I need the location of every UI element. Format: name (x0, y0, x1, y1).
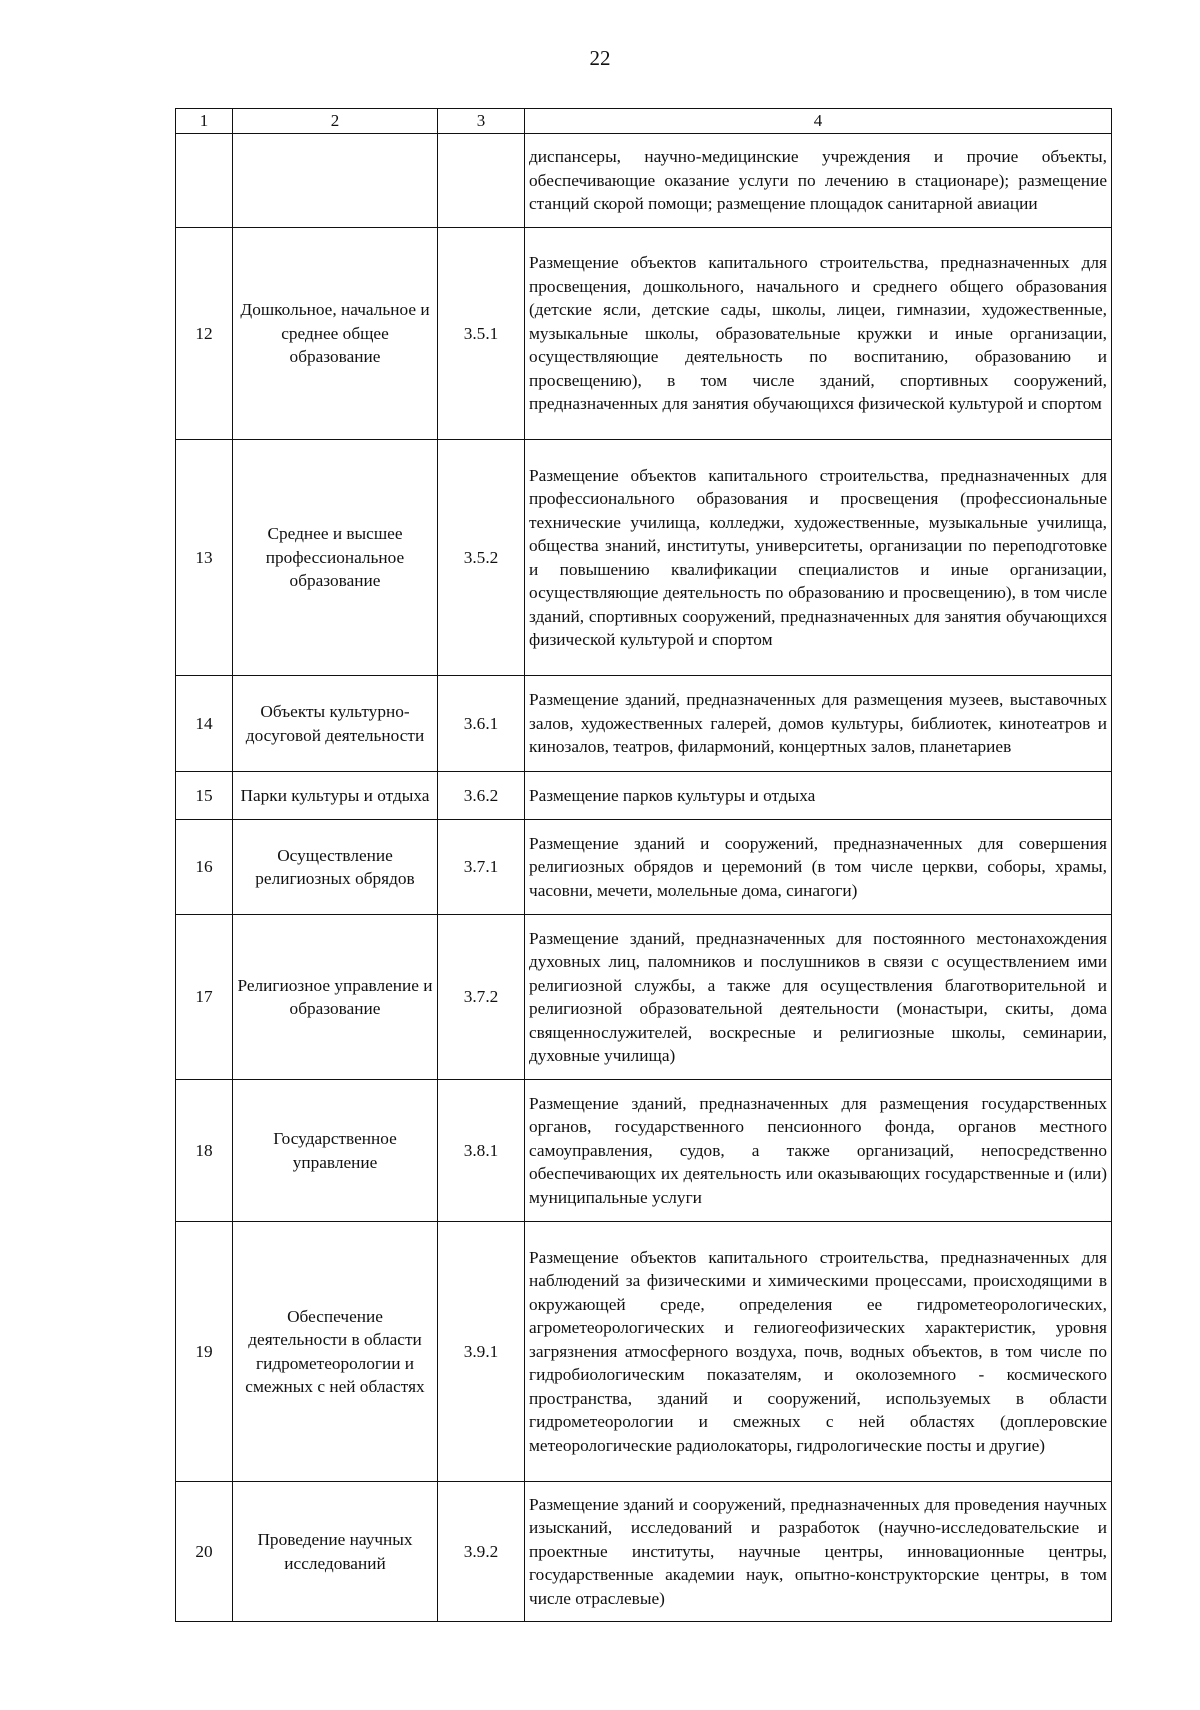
row-number: 20 (176, 1482, 233, 1622)
row-number: 19 (176, 1222, 233, 1482)
land-use-description: Размещение зданий, предназначенных для размещения музеев, выставочных залов, художественных галерей, домов культуры, библиотек, кинотеатров и кинозалов, театров, филармоний, концертных залов, планетариев (525, 676, 1112, 772)
land-use-name: Религиозное управление и образование (233, 915, 438, 1080)
table-header-row (176, 109, 1112, 134)
page-number: 22 (589, 46, 611, 70)
land-use-description: Размещение объектов капитального строительства, предназначенных для просвещения, дошкольного, начального и среднего общего образования (детские ясли, детские сады, школы, лицеи, гимназии, художественные, музыкальные школы, образовательные кружки и иные организации, осуществляющие деятельность по воспитанию, образованию и просвещению), в том числе зданий, спортивных сооружений, предназначенных для занятия обучающихся физической культурой и спортом (525, 228, 1112, 440)
land-use-name: Обеспечение деятельности в области гидрометеорологии и смежных с ней областях (233, 1222, 438, 1482)
table-row (176, 228, 1112, 440)
row-number: 17 (176, 915, 233, 1080)
land-use-code: 3.5.2 (438, 440, 525, 676)
land-use-name: Дошкольное, начальное и среднее общее образование (233, 228, 438, 440)
land-use-code: 3.6.2 (438, 772, 525, 820)
land-use-name (233, 134, 438, 228)
land-use-code: 3.9.1 (438, 1222, 525, 1482)
table-row (176, 440, 1112, 676)
land-use-description: диспансеры, научно-медицинские учреждения и прочие объекты, обеспечивающие оказание услуги по лечению в стационаре); размещение станций скорой помощи; размещение площадок санитарной авиации (525, 134, 1112, 228)
column-header-2: 2 (233, 109, 438, 134)
table-row (176, 772, 1112, 820)
row-number: 13 (176, 440, 233, 676)
column-header-1: 1 (176, 109, 233, 134)
row-number: 16 (176, 820, 233, 915)
land-use-code: 3.8.1 (438, 1080, 525, 1222)
row-number: 18 (176, 1080, 233, 1222)
land-use-name: Проведение научных исследований (233, 1482, 438, 1622)
row-number (176, 134, 233, 228)
row-number: 12 (176, 228, 233, 440)
land-use-table (175, 108, 1112, 1622)
land-use-code: 3.7.2 (438, 915, 525, 1080)
table-row (176, 1222, 1112, 1482)
land-use-description: Размещение парков культуры и отдыха (525, 772, 1112, 820)
table-row (176, 1080, 1112, 1222)
column-header-4: 4 (525, 109, 1112, 134)
row-number: 14 (176, 676, 233, 772)
land-use-code: 3.7.1 (438, 820, 525, 915)
land-use-name: Объекты культурно-досуговой деятельности (233, 676, 438, 772)
land-use-code: 3.5.1 (438, 228, 525, 440)
table-row (176, 915, 1112, 1080)
land-use-description: Размещение объектов капитального строительства, предназначенных для наблюдений за физическими и химическими процессами, происходящими в окружающей среде, определения ее гидрометеорологических, агрометеорологических и гелиогеофизических характеристик, уровня загрязнения атмосферного воздуха, почв, водных объектов, в том числе по гидробиологическим показателям, и околоземного - космического пространства, зданий и сооружений, используемых в области гидрометеорологии и смежных с ней областях (доплеровские метеорологические радиолокаторы, гидрологические посты и другие) (525, 1222, 1112, 1482)
table-row (176, 676, 1112, 772)
land-use-name: Среднее и высшее профессиональное образование (233, 440, 438, 676)
column-header-3: 3 (438, 109, 525, 134)
land-use-code: 3.9.2 (438, 1482, 525, 1622)
land-use-name: Осуществление религиозных обрядов (233, 820, 438, 915)
table-row (176, 1482, 1112, 1622)
land-use-description: Размещение зданий и сооружений, предназначенных для совершения религиозных обрядов и церемоний (в том числе церкви, соборы, храмы, часовни, мечети, молельные дома, синагоги) (525, 820, 1112, 915)
row-number: 15 (176, 772, 233, 820)
land-use-name: Парки культуры и отдыха (233, 772, 438, 820)
land-use-description: Размещение объектов капитального строительства, предназначенных для профессионального образования и просвещения (профессиональные технические училища, колледжи, художественные, музыкальные училища, общества знаний, институты, университеты, организации по переподготовке и повышению квалификации специалистов и иные организации, осуществляющие деятельность по образованию и просвещению), в том числе зданий, спортивных сооружений, предназначенных для занятия обучающихся физической культурой и спортом (525, 440, 1112, 676)
table-row (176, 134, 1112, 228)
table-row (176, 820, 1112, 915)
land-use-code: 3.6.1 (438, 676, 525, 772)
land-use-description: Размещение зданий, предназначенных для постоянного местонахождения духовных лиц, паломников и послушников в связи с осуществлением ими религиозной службы, а также для осуществления благотворительной и религиозной образовательной деятельности (монастыри, скиты, дома священнослужителей, воскресные и религиозные школы, семинарии, духовные училища) (525, 915, 1112, 1080)
land-use-code (438, 134, 525, 228)
land-use-description: Размещение зданий, предназначенных для размещения государственных органов, государственного пенсионного фонда, органов местного самоуправления, судов, а также организаций, непосредственно обеспечивающих их деятельность или оказывающих государственные и (или) муниципальные услуги (525, 1080, 1112, 1222)
land-use-name: Государственное управление (233, 1080, 438, 1222)
land-use-description: Размещение зданий и сооружений, предназначенных для проведения научных изысканий, исследований и разработок (научно-исследовательские и проектные институты, научные центры, инновационные центры, государственные академии наук, опытно-конструкторские центры, в том числе отраслевые) (525, 1482, 1112, 1622)
